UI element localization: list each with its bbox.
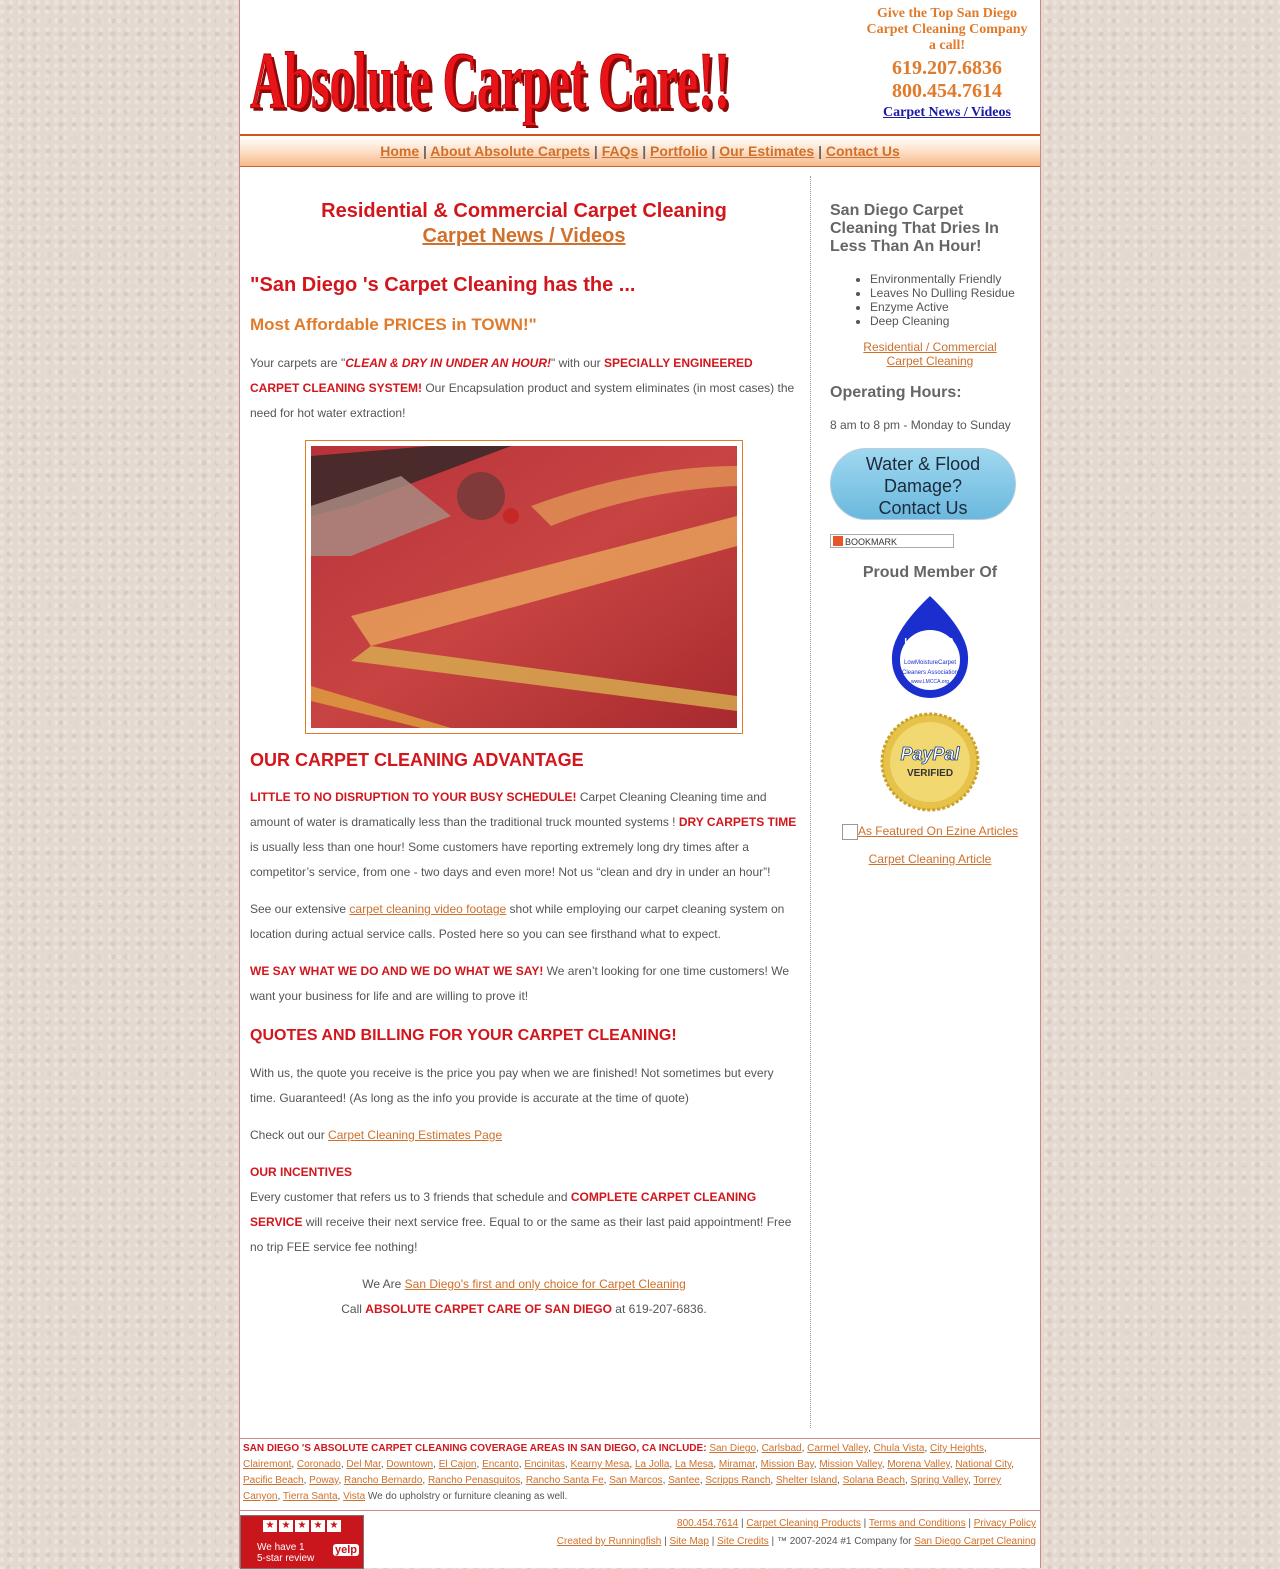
water-damage-button[interactable]: Water & Flood Damage? Contact Us [830,448,1016,520]
footer-credits-link[interactable]: Site Credits [717,1536,769,1547]
choice-line: We Are San Diego's first and only choice for Carpet Cleaning [362,1277,686,1291]
hours-heading: Operating Hours: [830,384,962,401]
nav-contact[interactable]: Contact Us [825,143,900,159]
svg-text:Cleaners Association: Cleaners Association [901,670,959,676]
footer-privacy-link[interactable]: Privacy Policy [973,1518,1036,1529]
area-link[interactable]: La Mesa [674,1459,714,1470]
area-link[interactable]: Encanto [482,1459,519,1470]
footer-creator-link[interactable]: Created by Runningfish [556,1536,662,1547]
cta-line-2: Carpet Cleaning Company [866,22,1028,37]
logo-text: Absolute Carpet Care!! [250,35,730,126]
yelp-badge[interactable]: ★ ★ ★ ★ ★ We have 1 5-star review yelp [240,1515,364,1569]
feature-list [830,272,1030,328]
area-link[interactable]: Poway [309,1475,339,1486]
area-link[interactable]: Carlsbad [761,1443,802,1454]
estimates-link[interactable]: Carpet Cleaning Estimates Page [328,1128,503,1142]
quote-heading: "San Diego 's Carpet Cleaning has the ... [250,274,636,296]
nav-faqs[interactable]: FAQs [601,143,639,159]
nav-estimates[interactable]: Our Estimates [719,143,815,159]
proud-member-heading: Proud Member Of [862,564,998,581]
sidebar-heading: San Diego Carpet Cleaning That Dries In Less Than An Hour! [830,202,999,255]
area-link[interactable]: Encinitas [524,1459,565,1470]
quotes-heading: QUOTES AND BILLING FOR YOUR CARPET CLEANING! [250,1027,677,1044]
site-header [240,0,1040,136]
main-nav [240,136,1040,167]
areas-list: San Diego, Carlsbad, Carmel Valley, Chula Vista, City Heights, Clairemont, Coronado, Del Mar, Downtown, El Cajon, Encanto, Encinitas, Kearny Mesa, La Jolla, La Mesa, Miramar, Mission Bay, Mission Valley, Morena Valley, National City, Pacific Beach, Poway, Rancho Bernardo, Rancho Penasquitos, Rancho Santa Fe, San Marcos, Santee, Scripps Ranch, Shelter Island, Solana Beach, Spring Valley, Torrey Canyon, Tierra Santa, Vista [243,1443,1015,1502]
advantage-paragraph: LITTLE TO NO DISRUPTION TO YOUR BUSY SCHEDULE! Carpet Cleaning Cleaning time and amount of water is dramatically less than the traditional truck mounted systems ! DRY CARPETS TIME is usually less than one hour! Some customers have reporting extremely long dry times after a competitor’s service, from one - two days and even more! Not us “clean and dry in under an hour”! [250,790,797,879]
area-link[interactable]: San Marcos [609,1475,663,1486]
carpet-image [311,446,737,728]
coverage-areas: SAN DIEGO 'S ABSOLUTE CARPET CLEANING COVERAGE AREAS IN SAN DIEGO, CA INCLUDE: San Diego, Carlsbad, Carmel Valley, Chula Vista, City Heights, Clairemont, Coronado, Del Mar, Downtown, El Cajon, Encanto, Encinitas, Kearny Mesa, La Jolla, La Mesa, Miramar, Mission Bay, Mission Valley, Morena Valley, National City, Pacific Beach, Poway, Rancho Bernardo, Rancho Penasquitos, Rancho Santa Fe, San Marcos, Santee, Scripps Ranch, Shelter Island, Solana Beach, Spring Valley, Torrey Canyon, Tierra Santa, Vista We do upholstry or furniture cleaning as well. [240,1438,1040,1507]
svg-text:www.LMCCA.org: www.LMCCA.org [910,679,950,685]
page-title: Residential & Commercial Carpet Cleaning [321,200,727,222]
header-news-link[interactable]: Carpet News / Videos [883,105,1011,120]
yelp-logo: yelp [334,1544,357,1556]
area-link[interactable]: Carmel Valley [807,1443,868,1454]
prices-heading: Most Affordable PRICES in TOWN!" [250,315,537,334]
list-item: • Leaves No Dulling Residue [870,286,1030,300]
bookmark-icon [833,536,843,546]
hours-text: 8 am to 8 pm - Monday to Sunday [830,418,1011,432]
ezine-link[interactable]: As Featured On Ezine Articles [857,824,1019,839]
area-link[interactable]: Vista [343,1491,366,1502]
area-link[interactable]: Shelter Island [775,1475,838,1486]
phone-1[interactable]: 619.207.6836 [892,57,1002,79]
area-link[interactable]: Downtown [386,1459,434,1470]
nav-sep: | [642,143,647,159]
nav-sep: | [423,143,427,159]
footer-links: 800.454.7614 | Carpet Cleaning Products | Terms and Conditions | Privacy Policy Created by Runningfish | Site Map | Site Credits | ™ 2007-2024 #1 Company for San Diego Carpet Cleaning [556,1518,1036,1547]
svg-text:LowMoistureCarpet: LowMoistureCarpet [903,660,957,666]
nav-sep: | [818,143,822,159]
cta-line-3: a call! [928,38,966,53]
copyright: ™ 2007-2024 #1 Company for [776,1536,915,1547]
main-content [250,176,798,1322]
call-line: Call ABSOLUTE CARPET CARE OF SAN DIEGO at 619-207-6836. [341,1302,707,1316]
five-star-icon: ★ ★ ★ ★ ★ [241,1520,363,1532]
area-link[interactable]: Kearny Mesa [570,1459,630,1470]
area-link[interactable]: Mission Valley [819,1459,882,1470]
phone-2[interactable]: 800.454.7614 [892,80,1002,102]
footer-phone-link[interactable]: 800.454.7614 [677,1518,739,1529]
incentives-heading: OUR INCENTIVES [250,1165,353,1179]
list-item: • Environmentally Friendly [870,272,1030,286]
header-contact [858,6,1036,121]
area-link[interactable]: Pacific Beach [243,1475,304,1486]
area-link[interactable]: Torrey Canyon [243,1475,1002,1502]
area-link[interactable]: Spring Valley [910,1475,968,1486]
verified-label: VERIFIED [906,768,954,779]
column-divider [810,176,811,1428]
incentives-paragraph: Every customer that refers us to 3 friends that schedule and COMPLETE CARPET CLEANING SERVICE will receive their next service free. Equal to or the same as their last paid appointment! Free no trip FEE service fee nothing! [250,1190,792,1254]
estimates-paragraph: Check out our Carpet Cleaning Estimates Page [250,1128,503,1142]
site-footer [240,1510,1040,1569]
intro-paragraph: Your carpets are "CLEAN & DRY IN UNDER AN HOUR!" with our SPECIALLY ENGINEERED CARPET CLEANING SYSTEM! Our Encapsulation product and system eliminates (in most cases) the need for hot water extraction! [250,356,795,420]
bookmark-button[interactable]: BOOKMARK [830,534,954,548]
area-link[interactable]: Rancho Bernardo [344,1475,423,1486]
footer-products-link[interactable]: Carpet Cleaning Products [746,1518,861,1529]
area-link[interactable]: National City [955,1459,1012,1470]
area-link[interactable]: Miramar [718,1459,756,1470]
page-container [239,0,1041,1568]
nav-home[interactable]: Home [380,143,420,159]
quotes-paragraph: With us, the quote you receive is the price you pay when we are finished! Not sometimes but every time. Guaranteed! (As long as the info you provide is accurate at the time of quote) [250,1066,774,1105]
paypal-verified-badge [830,712,1030,812]
area-link[interactable]: Solana Beach [842,1475,905,1486]
title-news-link[interactable]: Carpet News / Videos [422,225,626,247]
choice-link[interactable]: San Diego's first and only choice for Carpet Cleaning [404,1277,686,1291]
footer-sd-link[interactable]: San Diego Carpet Cleaning [914,1536,1036,1547]
area-link[interactable]: Coronado [296,1459,341,1470]
area-link[interactable]: La Jolla [634,1459,670,1470]
area-link[interactable]: Tierra Santa [282,1491,338,1502]
area-link[interactable]: San Diego [709,1443,757,1454]
residential-link[interactable]: Residential / Commercial Carpet Cleaning [863,340,997,368]
area-link[interactable]: Santee [668,1475,700,1486]
logo[interactable] [250,8,740,128]
logo-shadow: Absolute Carpet Care!! [253,38,733,128]
area-link[interactable]: City Heights [930,1443,984,1454]
broken-image-icon [842,824,858,840]
lmcca-label: LMCCA [903,635,957,652]
footer-terms-link[interactable]: Terms and Conditions [868,1518,966,1529]
area-link[interactable]: El Cajon [438,1459,477,1470]
sidebar [830,176,1030,866]
area-link[interactable]: Del Mar [346,1459,381,1470]
nav-sep: | [593,143,598,159]
nav-portfolio[interactable]: Portfolio [650,143,708,159]
lmcca-badge[interactable] [830,594,1030,704]
carpet-photo [305,440,743,734]
area-link[interactable]: Chula Vista [873,1443,925,1454]
area-link[interactable]: Clairemont [243,1459,292,1470]
area-link[interactable]: Rancho Penasquitos [427,1475,521,1486]
area-link[interactable]: Morena Valley [887,1459,950,1470]
paypal-label: PayPal [900,744,960,764]
advantage-heading: OUR CARPET CLEANING ADVANTAGE [250,750,584,770]
article-link[interactable]: Carpet Cleaning Article [868,852,992,866]
video-footage-link[interactable]: carpet cleaning video footage [349,902,507,916]
list-item: • Enzyme Active [870,300,1030,314]
video-paragraph: See our extensive carpet cleaning video footage shot while employing our carpet cleaning system on location during actual service calls. Posted here so you can see firsthand what to expect. [250,902,785,941]
footer-sitemap-link[interactable]: Site Map [669,1536,709,1547]
list-item: • Deep Cleaning [870,314,1030,328]
say-paragraph: WE SAY WHAT WE DO AND WE DO WHAT WE SAY! We aren’t looking for one time customers! We want your business for life and are willing to prove it! [250,964,790,1003]
nav-about[interactable]: About Absolute Carpets [430,143,591,159]
nav-sep: | [711,143,716,159]
area-link[interactable]: Scripps Ranch [705,1475,771,1486]
cta-line-1: Give the Top San Diego [876,6,1018,21]
area-link[interactable]: Rancho Santa Fe [525,1475,604,1486]
area-link[interactable]: Mission Bay [760,1459,814,1470]
